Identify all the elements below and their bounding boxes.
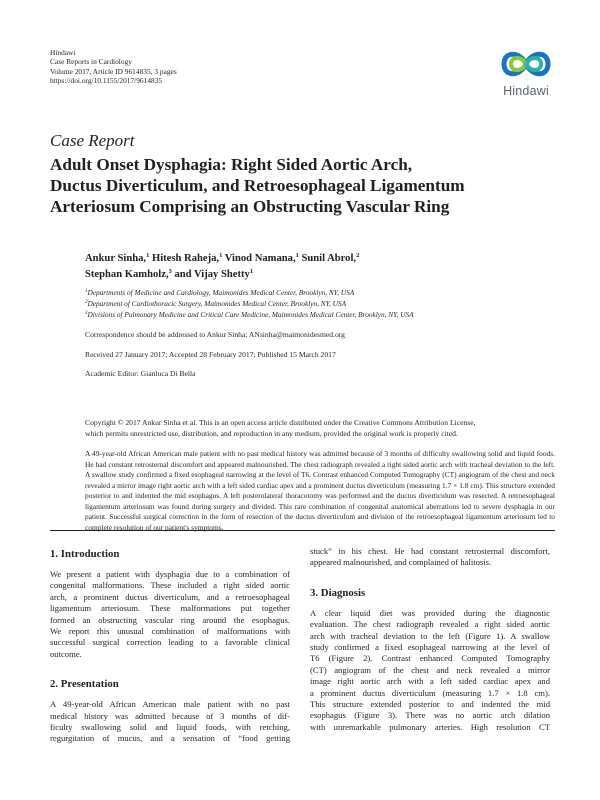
title-line: Adult Onset Dysphagia: Right Sided Aortic Arch, bbox=[50, 155, 413, 174]
section-divider bbox=[50, 530, 555, 531]
author-affil-mark: 2 bbox=[356, 252, 360, 259]
author-name: Ankur Sinha, bbox=[85, 253, 147, 264]
title-line: Arteriosum Comprising an Obstructing Vascular Ring bbox=[50, 197, 450, 216]
author-list bbox=[85, 251, 555, 282]
volume-info: Volume 2017, Article ID 9614835, 3 pages bbox=[50, 66, 177, 76]
affiliation: $^1$Departments of Medicine and Cardiology, Maimonides Medical Center, Brooklyn, NY, USA bbox=[85, 288, 355, 297]
section-heading-diagnosis: 3. Diagnosis bbox=[310, 586, 366, 599]
left-column bbox=[50, 547, 290, 745]
introduction-paragraph: We present a patient with dysphagia due to a combination of congenital malformations. These included a right sided aortic arch, a prominent ductus diverticulum, and a retroesophageal ligamentum arteriosum. These malformations put together formed an obstructing vascular ring around the esophagus. We report this unusual combination of malformations with successful surgical correction leading to a favorable clinical outcome. bbox=[50, 569, 290, 659]
author-affil-mark: 3 bbox=[168, 267, 172, 275]
article-dates: Received 27 January 2017; Accepted 28 February 2017; Published 15 March 2017 bbox=[85, 350, 336, 359]
hindawi-logo bbox=[494, 45, 558, 98]
section-heading-introduction: 1. Introduction bbox=[50, 548, 120, 560]
hindawi-logo-icon bbox=[498, 45, 554, 83]
presentation-paragraph: A 49-year-old African American male patient with no past medical history was admitted because of 3 months of dif- ficulty swallowing solid and liquid foods, with retching, regurgitation of mucus, and a sensation of “food getting bbox=[50, 699, 290, 744]
journal-header bbox=[50, 48, 177, 86]
author-affil-mark: 1 bbox=[249, 267, 254, 275]
author-affil-mark: 1 bbox=[146, 252, 150, 259]
logo-brand-text: Hindawi bbox=[503, 84, 549, 98]
author-line bbox=[85, 267, 555, 283]
section-heading-presentation: 2. Presentation bbox=[50, 678, 119, 691]
author-affil-mark: 1 bbox=[295, 252, 299, 259]
journal-name: Case Reports in Cardiology bbox=[50, 57, 132, 67]
article-type: Case Report bbox=[50, 131, 135, 150]
article-title bbox=[50, 154, 530, 217]
author-name: and Vijay Shetty bbox=[171, 268, 250, 280]
author-name: Vinod Namana, bbox=[222, 253, 296, 264]
author-name: Sunil Abrol, bbox=[298, 253, 357, 264]
abstract: A 49-year-old African American male patient with no past medical history was admitted because of 3 months of difficulty swallowing solid and liquid foods. He had constant retrosternal discomfort and appeared malnourished. The chest radiograph revealed a right sided aortic arch with tracheal deviation to the left. A swallow study confirmed a fixed esophageal narrowing at the level of T6. Contrast enhanced Computed Tomography (CT) angiogram of the chest and neck revealed a mirror image right aortic arch with a left sided cardiac apex and a prominent ductus diverticulum (measuring 1.7 × 1.8 cm). This structure extended posterior to and indented the mid esophagus. A left posterolateral thoracotomy was performed and the ductus diverticulum was resected. A retroesophageal ligamentum arteriosum was found during surgery and divided. This rare combination of congenital anatomical aberrations led to severe dysphagia in our patient. Successful surgical correction in the form of resection of the ductus diverticulum and division of the retroesophageal ligamentum arteriosum led to complete resolution of our patient's symptoms. bbox=[85, 449, 555, 532]
author-name: Hitesh Raheja, bbox=[149, 253, 220, 264]
affiliations bbox=[85, 287, 555, 321]
correspondence: Correspondence should be addressed to Ankur Sinha; ANsinha@maimonidesmed.org bbox=[85, 330, 345, 339]
right-column bbox=[310, 546, 550, 733]
title-line: Ductus Diverticulum, and Retroesophageal Ligamentum bbox=[50, 176, 465, 195]
affiliation: $^2$Department of Cardiothoracic Surgery, Maimonides Medical Center, Brooklyn, NY, USA bbox=[85, 299, 347, 309]
academic-editor: Academic Editor: Gianluca Di Bella bbox=[85, 369, 196, 378]
author-affil-mark: 1 bbox=[219, 252, 223, 259]
copyright-notice: Copyright © 2017 Ankur Sinha et al. This is an open access article distributed under the Creative Commons Attribution License, which permits unrestricted use, distribution, and reproduction in any medium, provided the original work is properly cited. bbox=[85, 418, 476, 438]
author-name: Stephan Kamholz, bbox=[85, 268, 169, 280]
publisher-name: Hindawi bbox=[50, 48, 76, 57]
doi-link[interactable]: https://doi.org/10.1155/2017/9614835 bbox=[50, 76, 163, 86]
diagnosis-paragraph: A clear liquid diet was provided during the diagnostic evaluation. The chest radiograph revealed a right sided aortic arch with tracheal deviation to the left (Figure 1). A swallow study confirmed a fixed esophageal narrowing at the level of T6 (Figure 2). Contrast enhanced Computed Tomography (CT) angiogram of the chest and neck revealed a mirror image right aortic arch with a left sided cardiac apex and a prominent ductus diverticulum (measuring 1.7 × 1.8 cm). This structure extended posterior to and indented the mid esophagus (Figure 3). There was no aortic arch dilation with unremarkable pulmonary arteries. High resolution CT bbox=[310, 607, 550, 732]
author-line bbox=[85, 251, 555, 267]
affiliation: $^3$Divisions of Pulmonary Medicine and Critical Care Medicine, Maimonides Medical Center, Brooklyn, NY, USA bbox=[85, 310, 414, 320]
presentation-continued: stuck” in his chest. He had constant retrosternal discomfort, appeared malnourished, and complained of halitosis. bbox=[310, 546, 550, 568]
